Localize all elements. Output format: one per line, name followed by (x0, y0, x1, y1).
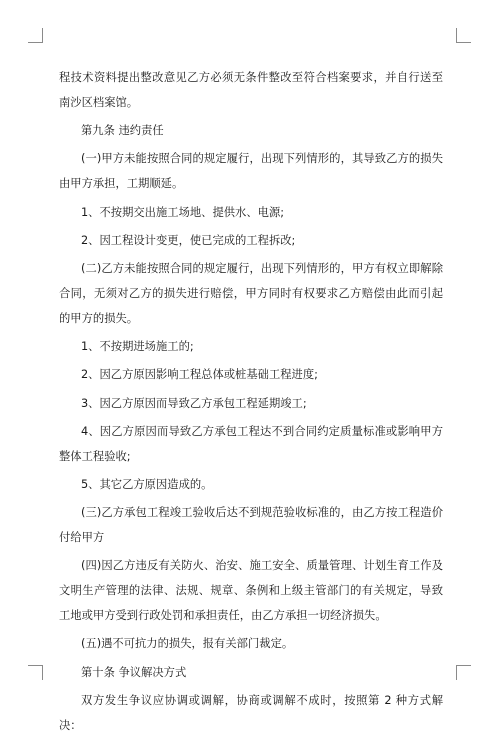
article-10-heading: 第十条 争议解决方式 (81, 665, 187, 679)
crop-mark-bottom-left (28, 665, 43, 680)
crop-mark-top-right (456, 28, 471, 43)
paragraph-continuation: 程技术资料提出整改意见乙方必须无条件整改至符合档案要求，并自行送至南沙区档案馆。 (59, 71, 443, 109)
list-item: 2、因工程设计变更，使已完成的工程拆改; (81, 233, 296, 247)
paragraph-party-b-breach: (二)乙方未能按照合同的规定履行，出现下列情形的，甲方有权立即解除合同，无须对乙方的损失进行赔偿，甲方同时有权要求乙方赔偿由此而引起的甲方的损失。 (59, 261, 443, 325)
list-item: 5、其它乙方原因造成的。 (81, 477, 213, 491)
paragraph-acceptance-failure: (三)乙方承包工程竣工验收后达不到规范验收标准的，由乙方按工程造价付给甲方 (59, 506, 443, 545)
list-item: 1、不按期进场施工的; (81, 340, 194, 354)
list-item: 2、因乙方原因影响工程总体或桩基础工程进度; (81, 368, 318, 382)
paragraph-dispute-resolution: 双方发生争议应协调或调解，协商或调解不成时，按照第 2 种方式解决： (59, 693, 443, 732)
paragraph-regulation-violation: (四)因乙方违反有关防火、治安、施工安全、质量管理、计划生育工作及文明生产管理的法律、法规、规章、条例和上级主管部门的有关规定，导致工地或甲方受到行政处罚和承担责任，由乙方承担一切经济损失。 (59, 559, 443, 623)
paragraph-party-a-breach: (一)甲方未能按照合同的规定履行，出现下列情形的，其导致乙方的损失由甲方承担，工期顺延。 (59, 152, 443, 191)
crop-mark-top-left (28, 28, 43, 43)
list-item: 4、因乙方原因而导致乙方承包工程达不到合同约定质量标准或影响甲方整体工程验收; (59, 424, 443, 463)
list-item: 1、不按期交出施工场地、提供水、电源; (81, 205, 285, 219)
article-9-heading: 第九条 违约责任 (81, 124, 164, 138)
document-body (59, 65, 443, 741)
paragraph-force-majeure: (五)遇不可抗力的损失，报有关部门裁定。 (81, 637, 294, 651)
crop-mark-bottom-right (456, 665, 471, 680)
list-item: 3、因乙方原因而导致乙方承包工程延期竣工; (81, 396, 307, 410)
